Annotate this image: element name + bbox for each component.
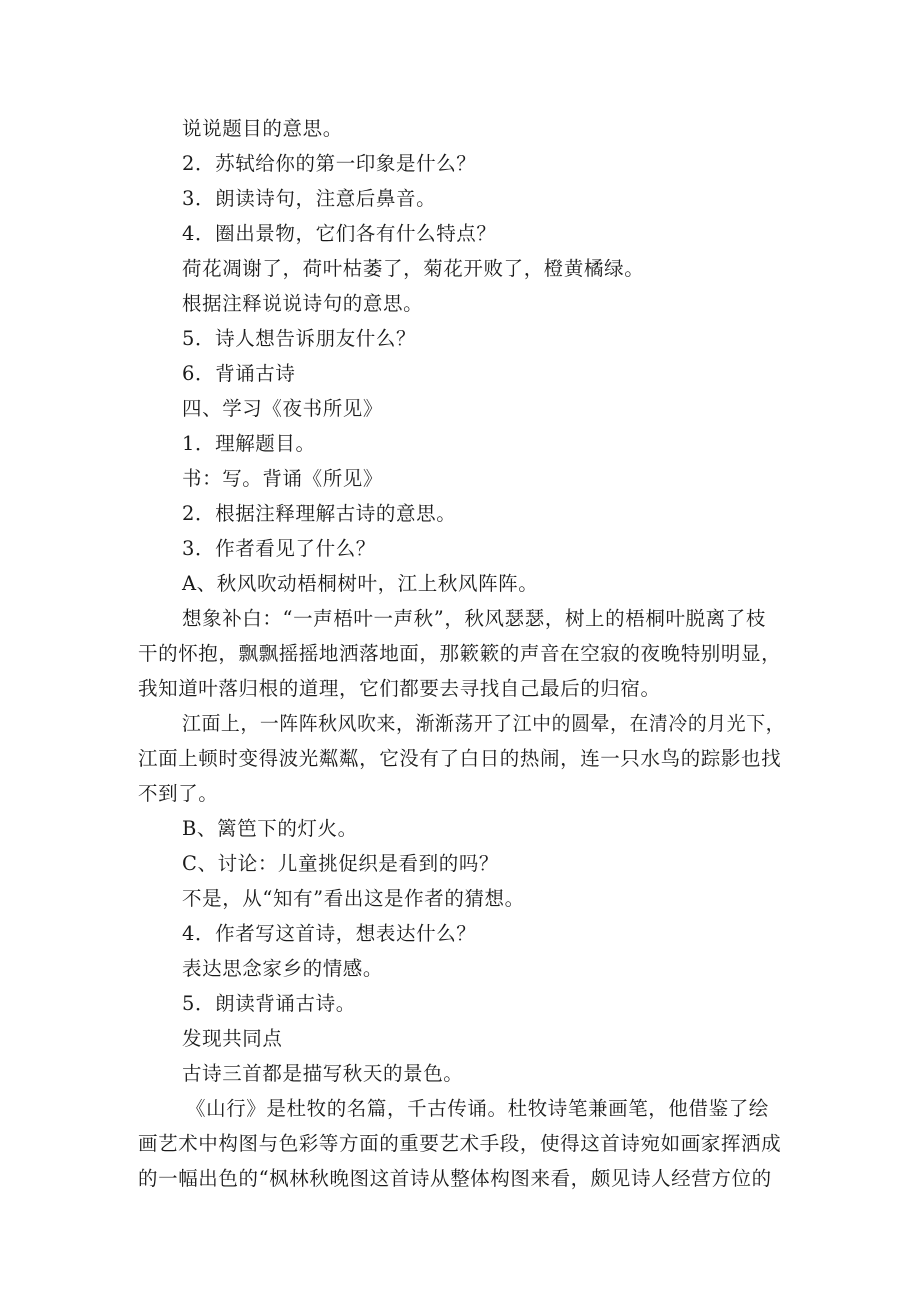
text-line: 不是，从“知有”看出这是作者的猜想。 — [182, 887, 525, 910]
list-item: 1．理解题目。 — [182, 432, 316, 455]
list-item: 4．圈出景物，它们各有什么特点？ — [182, 222, 497, 245]
list-item: 2．根据注释理解古诗的意思。 — [182, 502, 457, 525]
text-line: A、秋风吹动梧桐树叶，江上秋风阵阵。 — [182, 572, 539, 595]
paragraph-line: 江面上，一阵阵秋风吹来，渐渐荡开了江中的圆晕，在清冷的月光下， — [182, 712, 786, 735]
paragraph-line: 不到了。 — [138, 782, 219, 805]
section-heading: 四、学习《夜书所见》 — [182, 397, 384, 420]
list-item: 2．苏轼给你的第一印象是什么？ — [182, 152, 477, 175]
text-line: 书：写。背诵《所见》 — [182, 467, 384, 490]
text-line: C、讨论：儿童挑促织是看到的吗？ — [182, 852, 500, 875]
text-line: B、篱笆下的灯火。 — [182, 817, 358, 840]
paragraph-line: 干的怀抱，飘飘摇摇地洒落地面，那簌簌的声音在空寂的夜晚特别明显， — [138, 642, 782, 665]
list-item: 5．诗人想告诉朋友什么？ — [182, 327, 417, 350]
list-item: 3．作者看见了什么？ — [182, 537, 376, 560]
text-line: 说说题目的意思。 — [182, 117, 343, 140]
paragraph-line: 江面上顿时变得波光粼粼，它没有了白日的热闹，连一只水鸟的踪影也找 — [138, 747, 782, 770]
text-line: 发现共同点 — [182, 1027, 283, 1050]
list-item: 3．朗读诗句，注意后鼻音。 — [182, 187, 437, 210]
paragraph-line: 的一幅出色的“枫林秋晚图这首诗从整体构图来看，颇见诗人经营方位的 — [138, 1167, 772, 1190]
text-line: 古诗三首都是描写秋天的景色。 — [182, 1062, 464, 1085]
list-item: 6．背诵古诗 — [182, 362, 296, 385]
paragraph-line: 我知道叶落归根的道理，它们都要去寻找自己最后的归宿。 — [138, 677, 661, 700]
list-item: 5．朗读背诵古诗。 — [182, 992, 356, 1015]
text-line: 荷花凋谢了，荷叶枯萎了，菊花开败了，橙黄橘绿。 — [182, 257, 645, 280]
list-item: 4．作者写这首诗，想表达什么？ — [182, 922, 477, 945]
paragraph-line: 《山行》是杜牧的名篇，千古传诵。杜牧诗笔兼画笔，他借鉴了绘 — [186, 1097, 769, 1120]
paragraph-line: 画艺术中构图与色彩等方面的重要艺术手段，使得这首诗宛如画家挥洒成 — [138, 1132, 782, 1155]
text-line: 根据注释说说诗句的意思。 — [182, 292, 424, 315]
text-line: 表达思念家乡的情感。 — [182, 957, 384, 980]
paragraph-line: 想象补白：“一声梧叶一声秋”，秋风瑟瑟，树上的梧桐叶脱离了枝 — [182, 607, 766, 630]
